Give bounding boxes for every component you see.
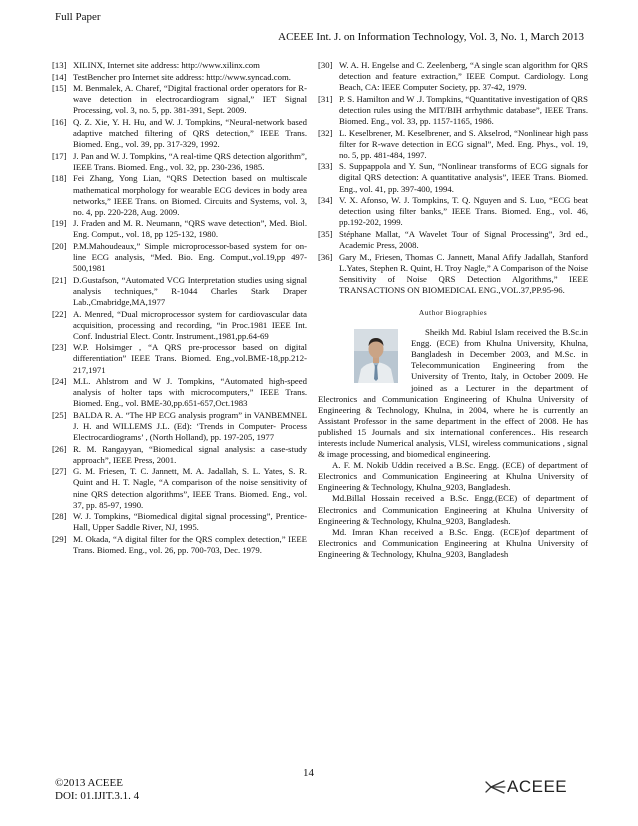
reference-text: J. Pan and W. J. Tompkins, “A real-time QRS detection algorithm”, IEEE Trans. Biomed. Eng., vol. 32, pp. 230-236, 1985. xyxy=(73,150,308,172)
reference-number: [19] xyxy=(52,218,67,229)
reference-entry xyxy=(52,444,307,466)
author-bio-text-3: Md.Billal Hossain received a B.Sc. Engg.(ECE) of department of Electronics and Communication Engineering at Khulna University of Engineering & Technology, Khulna_9203, Bangladesh. xyxy=(318,493,588,526)
reference-number: [13] xyxy=(52,60,67,70)
reference-number: [24] xyxy=(52,376,67,387)
reference-text: W. J. Tompkins, “Biomedical digital signal processing”, Prentice-Hall, Upper Saddle River, NJ, 1995. xyxy=(73,511,307,533)
author-biographies-title: Author Biographies xyxy=(418,307,488,317)
doi-text: DOI: 01.IJIT.3.1. 4 xyxy=(55,790,140,802)
reference-text: Gary M., Friesen, Thomas C. Jannett, Manal Afify Jadallah, Stanford L.Yates, Stephen R. Quint, H. Troy Nagle,” A Comparison of the Noise Sensitivity of Noise QRS Detection Algorithms,” IEEE TRANSACTIONS ON BIOMEDICAL ENG.,VOL.37,PP.95-96. xyxy=(339,251,588,295)
reference-number: [33] xyxy=(318,161,333,172)
reference-text: XILINX, Internet site address: http://www.xilinx.com xyxy=(73,60,260,70)
reference-number: [14] xyxy=(52,71,67,82)
reference-entry xyxy=(52,466,307,510)
reference-entry xyxy=(52,72,307,83)
reference-text: V. X. Afonso, W. J. Tompkins, T. Q. Nguyen and S. Luo, “ECG beat detection using filter banks,” IEEE Trans. Biomed. Eng., vol. 46, pp.192-202, 1999. xyxy=(339,195,588,228)
reference-entry xyxy=(318,229,588,251)
reference-number: [36] xyxy=(318,251,333,262)
reference-text: M. Benmalek, A. Charef, “Digital fractional order operators for R-wave detection in electrocardiogram signal,” IET Signal Processing, vol. 3, no. 5, pp. 381-391, Sept. 2009. xyxy=(73,83,307,116)
reference-number: [28] xyxy=(52,511,67,522)
reference-number: [22] xyxy=(52,308,67,319)
author-bio-text-1: Sheikh Md. Rabiul Islam received the B.Sc.in Engg. (ECE) from Khulna University, Khulna, Bangladesh in December 2003, and M.Sc. in Telecommunication Engineering from the University of Trento, Italy, in October 2009. He joined as a Lecturer in the department of Electronics and Communication Engineering of Khulna University of Engineering & Technology, Khulna, in 2004, where he is currently an Assistant Professor in the same department in the effect of 2008. He has published 15 Journals and six international conferences.. His research interests include Numerical analysis, VLSI, wireless communications , signal & image processing, and biomedical engineering. xyxy=(318,327,588,460)
author-bio-text-4: Md. Imran Khan received a B.Sc. Engg. (ECE)of department of Electronics and Communication Engineering at Khulna University of Engineering & Technology, Khulna_9203, Bangladesh xyxy=(318,526,588,559)
reference-entry xyxy=(52,410,307,443)
reference-entry xyxy=(52,342,307,375)
reference-text: BALDA R. A. “The HP ECG analysis program” in VANBEMNEL J. H. and WILLEMS J.L. (Ed): ‘Trends in Computer- Process Electrocardiograms’ , (North Holland), pp. 197-205, 1977 xyxy=(73,409,307,443)
reference-number: [20] xyxy=(52,241,67,251)
author-biographies-heading xyxy=(318,307,588,318)
author-bio-text-2: A. F. M. Nokib Uddin received a B.Sc. Engg. (ECE) of department of Electronics and Communication Engineering at Khulna University of Engineering & Technology, Khulna_9203, Bangladesh. xyxy=(318,460,588,493)
reference-entry xyxy=(52,376,307,409)
reference-entry xyxy=(52,309,307,342)
reference-text: D.Gustafson, “Automated VCG Interpretation studies using signal analysis techniques,” R-1044 Charles Stark Draper Lab.,Cmabridge,MA,1977 xyxy=(73,274,307,307)
reference-text: Stéphane Mallat, “A Wavelet Tour of Signal Processing”, 3rd ed., Academic Press, 2008. xyxy=(339,228,588,250)
reference-list-left xyxy=(52,60,307,556)
reference-entry xyxy=(52,275,307,308)
journal-header: ACEEE Int. J. on Information Technology, Vol. 3, No. 1, March 2013 xyxy=(278,31,584,43)
reference-number: [25] xyxy=(52,409,67,420)
footer-info xyxy=(55,777,139,803)
reference-entry xyxy=(52,173,307,217)
aceee-logo-icon xyxy=(483,777,507,797)
reference-number: [18] xyxy=(52,173,67,184)
reference-entry xyxy=(318,94,588,127)
reference-number: [15] xyxy=(52,83,67,94)
reference-entry xyxy=(52,534,307,556)
reference-number: [35] xyxy=(318,228,333,239)
reference-number: [30] xyxy=(318,60,333,70)
reference-entry xyxy=(318,60,588,93)
author-photo xyxy=(354,329,398,383)
reference-number: [23] xyxy=(52,342,67,353)
reference-entry xyxy=(318,195,588,228)
reference-entry xyxy=(52,218,307,240)
reference-text: Q. Z. Xie, Y. H. Hu, and W. J. Tompkins, “Neural-network based adaptive matched filtering of QRS detection,” IEEE Trans. Biomed. Eng., vol. 39, pp. 317-329, 1992. xyxy=(73,116,307,150)
reference-number: [27] xyxy=(52,466,67,477)
copyright-text: ©2013 ACEEE xyxy=(55,777,123,789)
reference-text: P.M.Mahoudeaux,” Simple microprocessor-based system for on-line ECG analysis, “Med. Bio. Eng. Comput.,vol.19,pp 497-500,1981 xyxy=(73,241,307,274)
reference-number: [31] xyxy=(318,93,333,104)
reference-number: [16] xyxy=(52,116,67,127)
reference-number: [32] xyxy=(318,127,333,138)
aceee-logo xyxy=(483,777,567,797)
right-column xyxy=(318,60,588,560)
reference-entry xyxy=(318,128,588,161)
reference-text: W. A. H. Engelse and C. Zeelenberg, “A single scan algorithm for QRS detection and feature extraction,” IEEE Comput. Cardiology. Long Beach, CA: IEEE Computer Society, pp. 37-42, 1979. xyxy=(339,60,588,93)
reference-number: [34] xyxy=(318,195,333,206)
reference-entry xyxy=(52,151,307,173)
reference-text: G. M. Friesen, T. C. Jannett, M. A. Jadallah, S. L. Yates, S. R. Quint and H. T. Nagle, “A comparison of the noise sensitivity of nine QRS detection algorithms”, IEEE Trans. Biomed. Eng., vol. 37, pp. 85-97, 1990. xyxy=(73,466,307,510)
reference-number: [29] xyxy=(52,533,67,544)
reference-text: L. Keselbrener, M. Keselbrener, and S. Akselrod, “Nonlinear high pass filter for R-wave detection in ECG signal”, Med. Eng. Phys., vol. 19, no. 5, pp. 481-484, 1997. xyxy=(339,127,588,160)
reference-text: M.L. Ahlstrom and W J. Tompkins, “Automated high-speed analysis of holter taps with microcomputers,” IEEE Trans. Biomed. Eng., vol. BME-30,pp.651-657,Oct.1983 xyxy=(73,376,307,409)
reference-entry xyxy=(52,60,307,71)
reference-text: Fei Zhang, Yong Lian, “QRS Detection based on multiscale mathematical morphology for wearable ECG devices in body area networks,” IEEE Trans. on Biomed. Circuits and Systems, vol. 3, no. 4, pp. 220-228, Aug. 2009. xyxy=(73,173,307,217)
reference-entry xyxy=(318,252,588,296)
reference-text: P. S. Hamilton and W .J. Tompkins, “Quantitative investigation of QRS detection rules using the MIT/BIH arrhythmic database”, IEEE Trans. Biomed. Eng., vol. 33, pp. 1157-1165, 1986. xyxy=(339,93,588,126)
reference-number: [17] xyxy=(52,150,67,161)
reference-text: W.P. Holsimger , “A QRS pre-processor based on digital differentiation” IEEE Trans. Biomed. Eng.,vol.BME-18,pp.212-217,1971 xyxy=(73,342,307,375)
reference-number: [21] xyxy=(52,274,67,285)
reference-number: [26] xyxy=(52,443,67,454)
reference-text: S. Suppappola and Y. Sun, “Nonlinear transforms of ECG signals for digital QRS detection: A quantitative analysis”, IEEE Trans. Biomed. Eng., vol. 41, pp. 397-400, 1994. xyxy=(339,161,588,194)
paper-type-label: Full Paper xyxy=(55,11,101,23)
reference-text: J. Fraden and M. R. Neumann, “QRS wave detection”, Med. Biol. Eng. Comput., vol. 18, pp 125-132, 1980. xyxy=(73,218,307,240)
reference-entry xyxy=(52,117,307,150)
references-left-column xyxy=(52,60,307,557)
page-number: 14 xyxy=(303,767,314,779)
reference-entry xyxy=(52,241,307,274)
reference-text: R. M. Rangayyan, “Biomedical signal analysis: a case-study approach”, IEEE Press, 2001. xyxy=(73,443,307,465)
author-bio-1 xyxy=(318,327,588,460)
reference-entry xyxy=(318,161,588,194)
reference-text: TestBencher pro Internet site address: http://www.syncad.com. xyxy=(73,71,291,82)
reference-text: M. Okada, “A digital filter for the QRS complex detection,” IEEE Trans. Biomed. Eng., vol. 26, pp. 700-703, Dec. 1979. xyxy=(73,533,307,556)
author-photo-image xyxy=(354,329,398,383)
reference-entry xyxy=(52,83,307,116)
aceee-logo-text: ACEEE xyxy=(507,777,568,796)
reference-entry xyxy=(52,511,307,533)
reference-list-right xyxy=(318,60,588,296)
reference-text: A. Menred, “Dual microprocessor system for cardiovascular data acquisition, processing and recording, “in Proc.1981 IEEE Int. Conf. Industrial Elect. Contr. Instrument.,1981,pp.64-69 xyxy=(73,308,307,341)
